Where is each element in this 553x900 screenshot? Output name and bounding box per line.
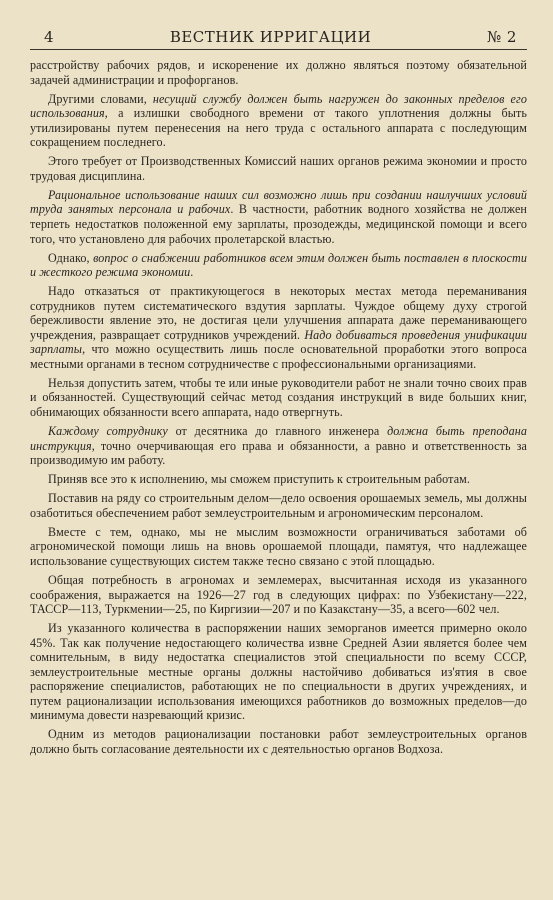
text-run: Надо отказаться от практикующегося в некоторых местах метода переманивания сотрудников путем систематического вздутия зарплаты. Чуждое общему духу строгой бережливости явление это, не достигая цели улучшения аппарата даже переманивающего учреждения, развращает сотрудников учреждений. [30, 284, 527, 342]
paragraph [30, 188, 527, 246]
text-run: Другими словами, [48, 91, 153, 106]
text-run: Приняв все это к исполнению, мы сможем приступить к строительным работам. [48, 472, 471, 487]
paragraph [30, 424, 527, 468]
paragraph [30, 154, 527, 183]
italic-text: несущий службу должен быть нагружен до законных пределов его использования [30, 91, 527, 121]
italic-text: Каждому сотруднику [48, 424, 168, 439]
paragraph [30, 251, 527, 280]
paragraph [30, 573, 527, 617]
page-number: 4 [44, 28, 55, 46]
paragraph [30, 92, 527, 150]
text-run: Вместе с тем, однако, мы не мыслим возможности ограничиваться заботами об агрономической помощи лишь на вновь орошаемой площади, памятуя, что надлежащее использование существующих систем также тесно связано с этой площадью. [30, 524, 527, 568]
italic-text: должна быть преподана инструкция [30, 424, 527, 453]
paragraph [30, 621, 527, 723]
text-run: Нельзя допустить затем, чтобы те или иные руководители работ не знали точно своих прав и обязанностей. Существующий сейчас метод создания инструкций в виде больших книг, обнимающих обязанности всего аппарата, надо отвергнуть. [30, 375, 527, 420]
text-run: Одним из методов рационализации постановки работ землеустроительных органов должно быть согласование деятельности их с деятельностью органов Водхоза. [30, 727, 527, 757]
paragraph [30, 491, 527, 520]
paragraph [30, 284, 527, 371]
italic-text: вопрос о снабжении работников всем этим должен быть поставлен в плоскости и жесткого режима экономии [30, 250, 527, 280]
italic-text: Рациональное использование наших сил возможно лишь при создании наилучших условий труда занятых персонала и рабочих [30, 187, 527, 217]
paragraph [30, 376, 527, 420]
text-run: Поставив на ряду со строительным делом—дело освоения орошаемых земель, мы должны озаботиться обеспечением работ землеустроительным и агрономическим персоналом. [30, 491, 527, 520]
text-run: Этого требует от Производственных Комиссий наших органов режима экономии и просто трудовая дисциплина. [30, 154, 527, 183]
page-header [30, 28, 527, 50]
paragraph [30, 58, 527, 87]
text-run: от десятника до главного инженера [167, 424, 388, 439]
paragraph [30, 472, 527, 487]
text-run: , а излишки свободного времени от такого уплотнения должны быть утилизированы путем перенесения на него труда с остального аппарата с последующим сокращением последнего. [30, 106, 527, 150]
text-run: , что можно осуществить лишь после основательной проработки этого вопроса местными органами в тесном сотрудничестве с профессиональными организациями. [30, 342, 527, 371]
article-body [30, 58, 527, 757]
text-run: . В частности, работник водного хозяйства не должен терпеть недостатков положенной ему зарплаты, прозодежды, медицинской помощи и всего того, что установлено для рабочих пролетарской властью. [30, 202, 527, 246]
text-run: . [190, 265, 194, 280]
paragraph [30, 727, 527, 756]
text-run: , точно очерчивающая его права и обязанности, а равно и ответственность за производимую им работу. [30, 438, 527, 468]
text-run: расстройству рабочих рядов, и искоренение их должно являться поэтому обязательной задачей администрации и профорганов. [30, 58, 527, 87]
text-run: Однако, [48, 250, 94, 265]
text-run: Общая потребность в агрономах и землемерах, высчитанная исходя из указанного соображения, выражается на 1926—27 год в следующих цифрах: по Узбекистану—222, ТАССР—113, Туркмении—25, по Киргизии—207 и по Казакстану—35, а всего—602 чел. [30, 573, 527, 617]
text-run: Из указанного количества в распоряжении наших земорганов имеется примерно около 45%. Так как получение недостающего количества извне Средней Азии является более чем сомнительным, в виду недостатка специалистов этой специальности по всему СССР, землеустроительные местные органы должны настойчиво добиваться из'ятия в свое распоряжение специалистов, работающих не по специальности в других учреждениях, и путем рационализации использования имеющихся работников до возможных пределов—до минимума довести назревающий кризис. [30, 621, 527, 723]
italic-text: Надо добиваться проведения унификации зарплаты [30, 327, 528, 357]
issue-number: № 2 [486, 28, 517, 46]
journal-title: ВЕСТНИК ИРРИГАЦИИ [169, 28, 372, 46]
paragraph [30, 525, 527, 569]
